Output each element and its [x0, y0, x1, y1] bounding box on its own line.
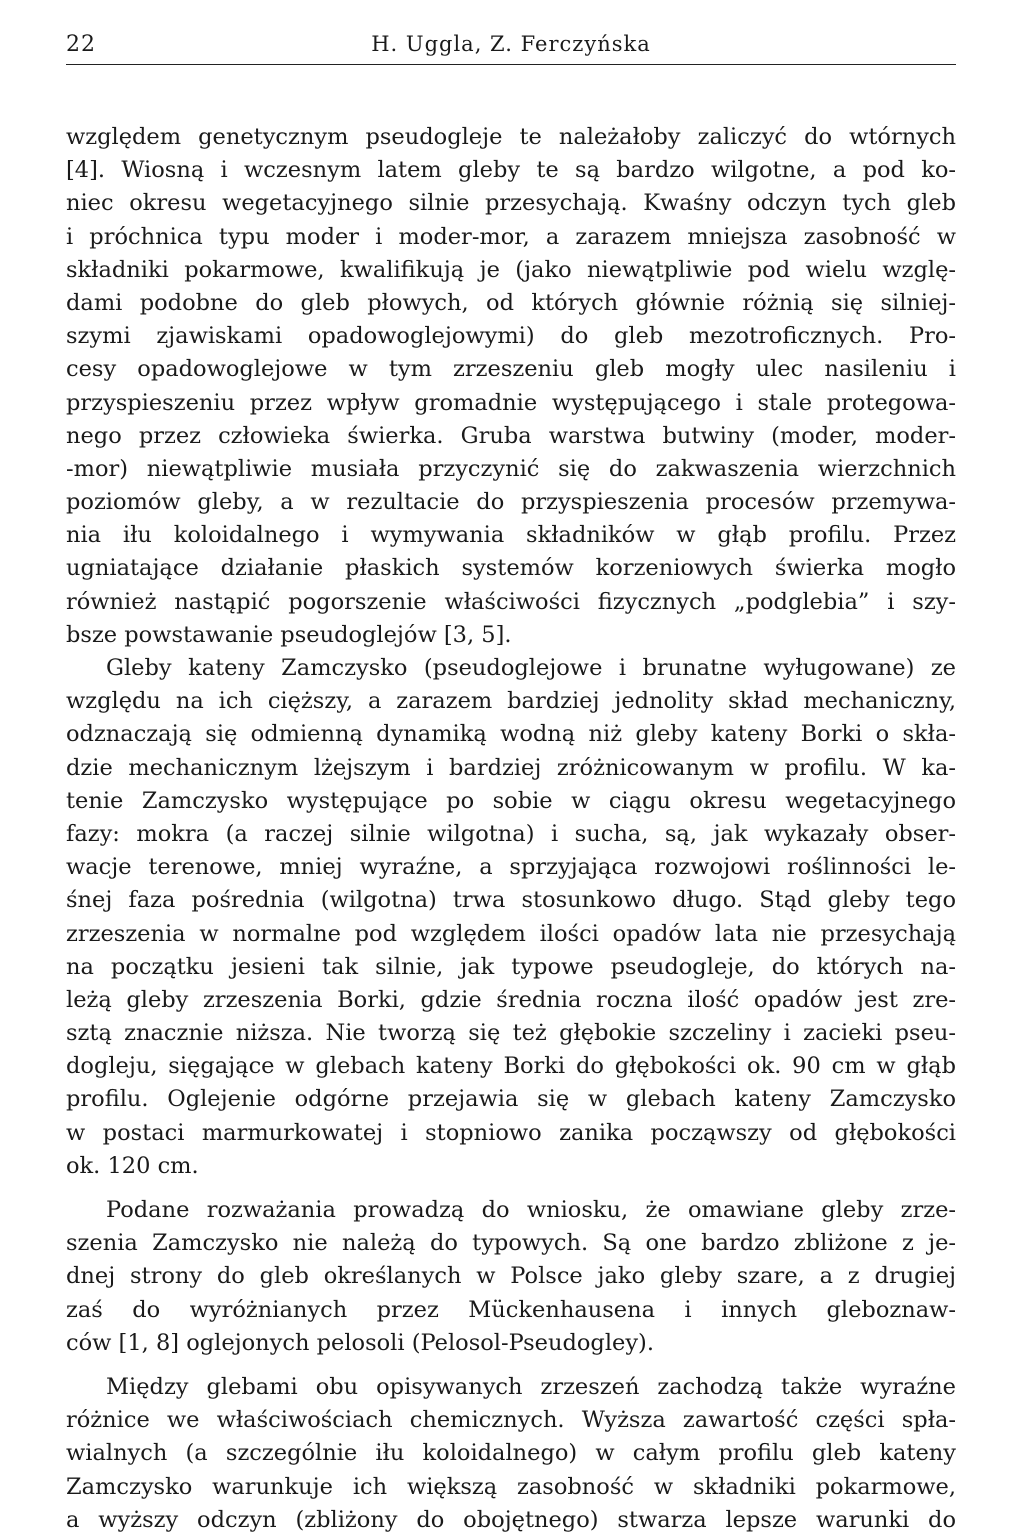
text-line: nia iłu koloidalnego i wymywania składników w głąb profilu. Przez — [66, 522, 956, 549]
paragraph-3 — [66, 1194, 956, 1360]
text-line: szymi zjawiskami opadowoglejowymi) do gleb mezotroficznych. Pro- — [66, 323, 956, 350]
text-line: zrzeszenia w normalne pod względem ilości opadów lata nie przesychają — [66, 920, 956, 947]
text-line: -mor) niewątpliwie musiała przyczynić się do zakwaszenia wierzchnich — [66, 455, 956, 482]
text-line: na początku jesieni tak silnie, jak typowe pseudogleje, do których na- — [66, 953, 956, 980]
paragraph-2 — [66, 652, 956, 1183]
text-line: leżą gleby zrzeszenia Borki, gdzie średnia roczna ilość opadów jest zre- — [66, 986, 956, 1013]
text-line: dzie mechanicznym lżejszym i bardziej zróżnicowanym w profilu. W ka- — [66, 754, 956, 781]
paragraph-1 — [66, 121, 956, 652]
text-line: różnice we właściwościach chemicznych. Wyższa zawartość części spła- — [66, 1407, 956, 1434]
text-line: wacje terenowe, mniej wyraźne, a sprzyjająca rozwojowi roślinności le- — [66, 854, 956, 881]
text-line: odznaczają się odmienną dynamiką wodną niż gleby kateny Borki o skła- — [66, 721, 956, 748]
text-line: w postaci marmurkowatej i stopniowo zanika począwszy od głębokości — [66, 1119, 956, 1146]
text-line: względu na ich cięższy, a zarazem bardziej jednolity skład mechaniczny, — [66, 688, 956, 715]
text-line: Między glebami obu opisywanych zrzeszeń zachodzą także wyraźne — [106, 1373, 956, 1400]
paragraph-spacer — [66, 1183, 956, 1194]
text-line: składniki pokarmowe, kwalifikują je (jako niewątpliwie pod wielu wzglę- — [66, 256, 956, 283]
text-line: dnej strony do gleb określanych w Polsce jako gleby szare, a z drugiej — [66, 1263, 956, 1290]
text-line: nego przez człowieka świerka. Gruba warstwa butwiny (moder, moder- — [66, 422, 956, 449]
running-head: H. Uggla, Z. Ferczyńska — [371, 32, 651, 56]
text-line: Zamczysko warunkuje ich większą zasobność w składniki pokarmowe, — [66, 1473, 956, 1500]
text-line: tenie Zamczysko występujące po sobie w ciągu okresu wegetacyjnego — [66, 787, 956, 814]
text-line: dogleju, sięgające w glebach kateny Borki do głębokości ok. 90 cm w głąb — [66, 1053, 956, 1080]
text-line: śnej faza pośrednia (wilgotna) trwa stosunkowo długo. Stąd gleby tego — [66, 887, 956, 914]
paragraph-spacer — [66, 1360, 956, 1371]
text-line: Gleby kateny Zamczysko (pseudoglejowe i brunatne wyługowane) ze — [106, 655, 956, 681]
text-line: profilu. Oglejenie odgórne przejawia się w glebach kateny Zamczysko — [66, 1086, 956, 1113]
text-line: zaś do wyróżnianych przez Mückenhausena i innych gleboznaw- — [66, 1296, 956, 1323]
page-header — [66, 28, 956, 65]
text-line: bsze powstawanie pseudoglejów [3, 5]. — [66, 621, 512, 648]
page-number: 22 — [66, 32, 96, 57]
text-line: cesy opadowoglejowe w tym zrzeszeniu gleb mogły ulec nasileniu i — [66, 356, 956, 383]
text-line: a wyższy odczyn (zbliżony do obojętnego) stwarza lepsze warunki do — [66, 1506, 956, 1533]
text-line: [4]. Wiosną i wczesnym latem gleby te są bardzo wilgotne, a pod ko- — [66, 157, 956, 184]
text-line: Podane rozważania prowadzą do wniosku, że omawiane gleby zrze- — [106, 1197, 956, 1223]
text-line: względem genetycznym pseudogleje te należałoby zaliczyć do wtórnych — [66, 124, 956, 150]
text-line: i próchnica typu moder i moder-mor, a zarazem mniejsza zasobność w — [66, 223, 956, 250]
text-line: ok. 120 cm. — [66, 1152, 199, 1179]
document-page — [66, 28, 956, 1537]
text-line: ców [1, 8] oglejonych pelosoli (Pelosol-Pseudogley). — [66, 1329, 654, 1356]
text-line: dami podobne do gleb płowych, od których głównie różnią się silniej- — [66, 289, 956, 316]
text-line: sztą znacznie niższa. Nie tworzą się też głębokie szczeliny i zacieki pseu- — [66, 1020, 956, 1047]
text-line: poziomów gleby, a w rezultacie do przyspieszenia procesów przemywa- — [66, 489, 956, 516]
text-line: przyspieszeniu przez wpływ gromadnie występującego i stale protegowa- — [66, 389, 956, 416]
text-line: fazy: mokra (a raczej silnie wilgotna) i sucha, są, jak wykazały obser- — [66, 820, 956, 847]
text-line: ugniatające działanie płaskich systemów korzeniowych świerka mogło — [66, 555, 956, 582]
paragraph-4 — [66, 1371, 956, 1537]
body-text — [66, 121, 956, 1537]
text-line: wialnych (a szczególnie iłu koloidalnego) w całym profilu gleb kateny — [66, 1440, 956, 1467]
text-line: niec okresu wegetacyjnego silnie przesychają. Kwaśny odczyn tych gleb — [66, 190, 956, 217]
text-line: szenia Zamczysko nie należą do typowych. Są one bardzo zbliżone z je- — [66, 1230, 956, 1257]
text-line: również nastąpić pogorszenie właściwości fizycznych „podglebia” i szy- — [66, 588, 956, 615]
